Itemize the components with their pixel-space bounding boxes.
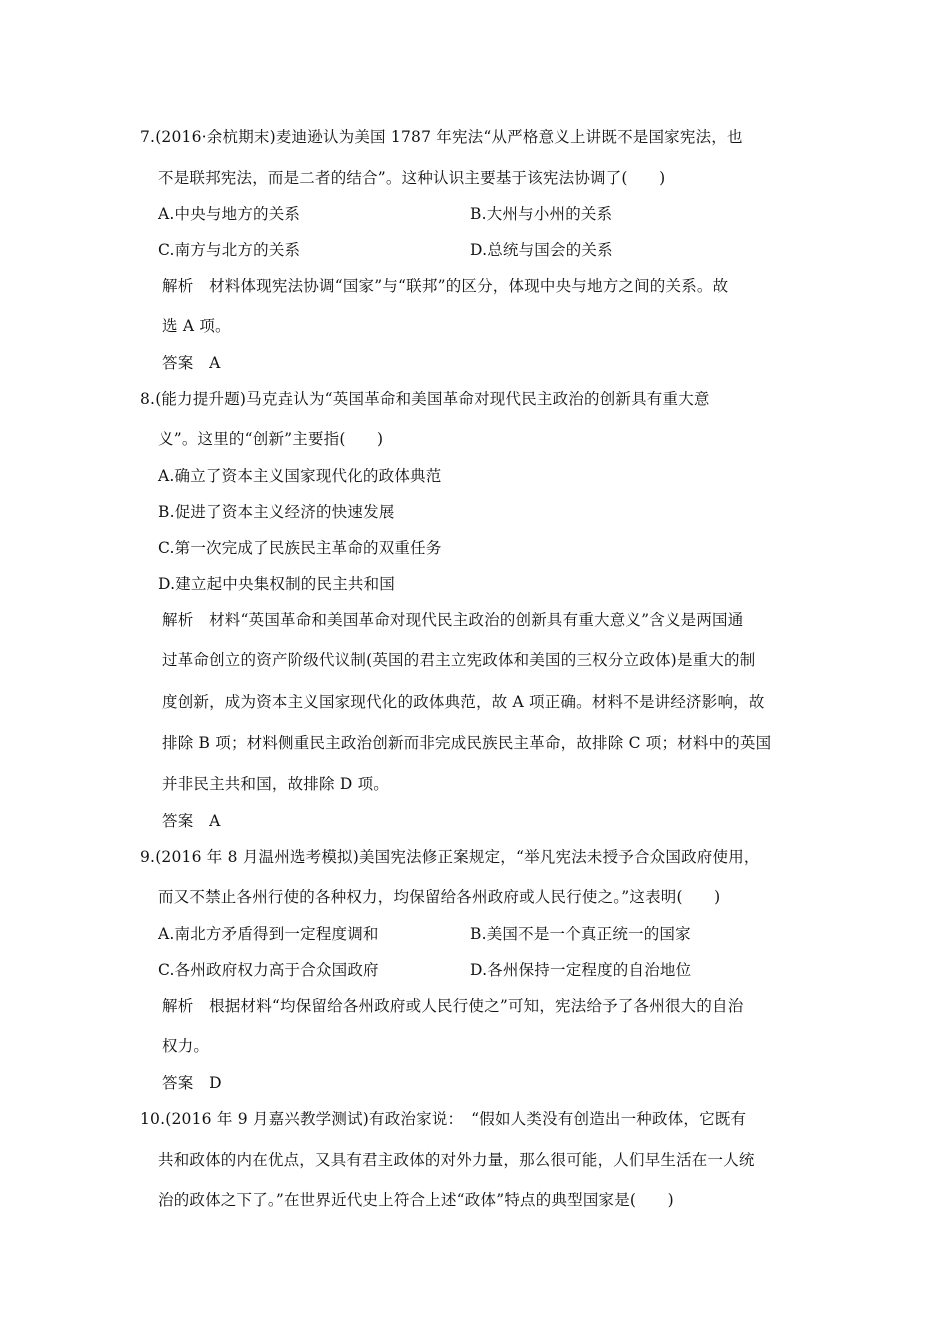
question-9-stem-line-1: 9.(2016 年 8 月温州选考模拟)美国宪法修正案规定，“举凡宪法未授予合众国政府使用， [140, 848, 760, 866]
question-9-answer: 答案 D [162, 1074, 222, 1092]
question-8-option-b: B.促进了资本主义经济的快速发展 [158, 503, 395, 521]
question-8-option-a: A.确立了资本主义国家现代化的政体典范 [158, 467, 442, 485]
question-8-option-d: D.建立起中央集权制的民主共和国 [158, 575, 396, 593]
question-9-analysis-line-2: 权力。 [162, 1037, 210, 1055]
question-9-stem-line-2: 而又不禁止各州行使的各种权力，均保留给各州政府或人民行使之。”这表明( ) [158, 888, 721, 906]
question-8-option-c: C.第一次完成了民族民主革命的双重任务 [158, 539, 442, 557]
question-8-analysis-line-5: 并非民主共和国，故排除 D 项。 [162, 775, 389, 793]
question-10-stem-line-1: 10.(2016 年 9 月嘉兴教学测试)有政治家说： “假如人类没有创造出一种政体，它既有 [140, 1110, 747, 1128]
question-8-analysis-line-4: 排除 B 项；材料侧重民主政治创新而非完成民族民主革命，故排除 C 项；材料中的英国 [162, 734, 772, 752]
question-7-option-c: C.南方与北方的关系 [158, 241, 301, 259]
question-9-option-c: C.各州政府权力高于合众国政府 [158, 961, 379, 979]
question-7-option-d: D.总统与国会的关系 [470, 241, 613, 259]
question-7-option-b: B.大州与小州的关系 [470, 205, 613, 223]
question-9-analysis-line-1: 解析 根据材料“均保留给各州政府或人民行使之”可知，宪法给予了各州很大的自治 [162, 997, 744, 1015]
question-8-analysis-line-3: 度创新，成为资本主义国家现代化的政体典范，故 A 项正确。材料不是讲经济影响，故 [162, 693, 765, 711]
question-8-stem-line-1: 8.(能力提升题)马克垚认为“英国革命和美国革命对现代民主政治的创新具有重大意 [140, 390, 710, 408]
question-8-analysis-line-1: 解析 材料“英国革命和美国革命对现代民主政治的创新具有重大意义”含义是两国通 [162, 611, 744, 629]
question-10-stem-line-3: 治的政体之下了。”在世界近代史上符合上述“政体”特点的典型国家是( ) [158, 1191, 674, 1209]
question-9-option-b: B.美国不是一个真正统一的国家 [470, 925, 691, 943]
question-7-analysis-line-1: 解析 材料体现宪法协调“国家”与“联邦”的区分，体现中央与地方之间的关系。故 [162, 277, 729, 295]
question-9-option-d: D.各州保持一定程度的自治地位 [470, 961, 692, 979]
question-8-answer: 答案 A [162, 812, 221, 830]
question-8-stem-line-2: 义”。这里的“创新”主要指( ) [158, 430, 384, 448]
question-7-stem-line-1: 7.(2016·余杭期末)麦迪逊认为美国 1787 年宪法“从严格意义上讲既不是国家宪法，也 [140, 128, 743, 146]
question-8-analysis-line-2: 过革命创立的资产阶级代议制(英国的君主立宪政体和美国的三权分立政体)是重大的制 [162, 651, 756, 669]
question-7-stem-line-2: 不是联邦宪法，而是二者的结合”。这种认识主要基于该宪法协调了( ) [158, 169, 666, 187]
question-7-analysis-line-2: 选 A 项。 [162, 317, 231, 335]
question-10-stem-line-2: 共和政体的内在优点，又具有君主政体的对外力量，那么很可能，人们早生活在一人统 [158, 1151, 755, 1169]
question-7-option-a: A.中央与地方的关系 [158, 205, 301, 223]
question-7-answer: 答案 A [162, 354, 221, 372]
question-9-option-a: A.南北方矛盾得到一定程度调和 [158, 925, 379, 943]
